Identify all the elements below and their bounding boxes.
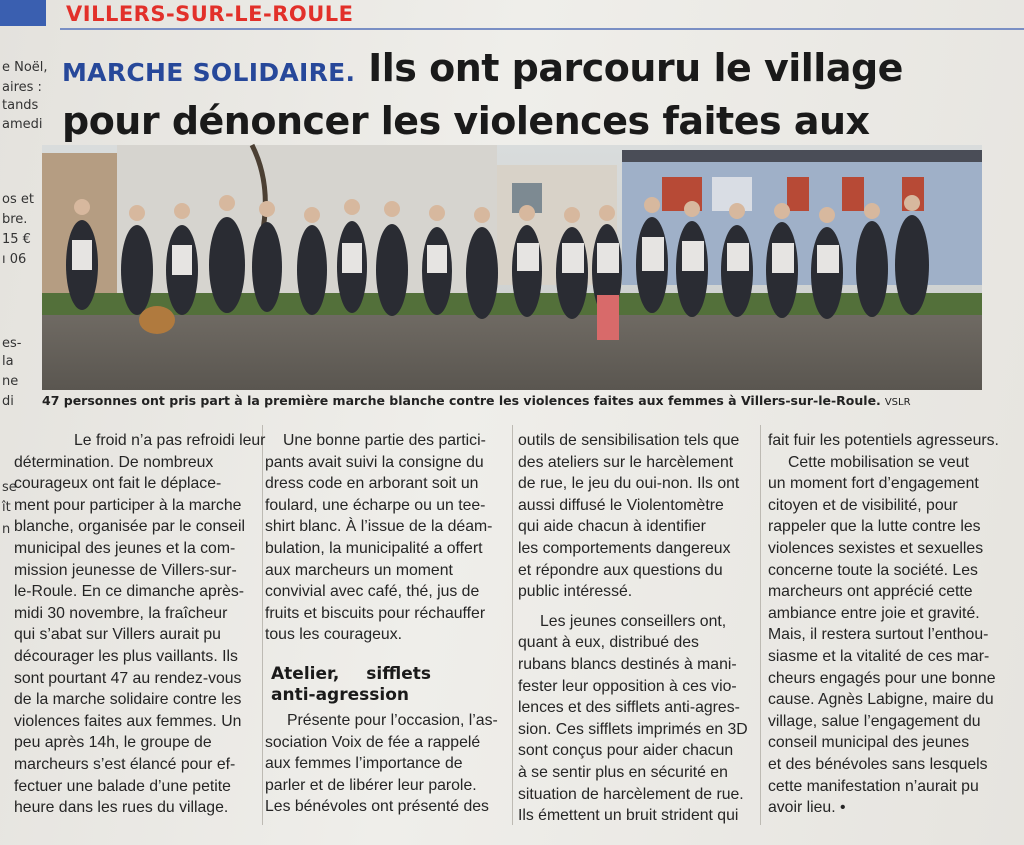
text-line: siasme et la vitalité de ces mar- [768, 647, 990, 665]
article-column-1 [14, 430, 266, 819]
article-column-4 [768, 430, 1000, 819]
text-line: qui aide chacun à identifier [518, 518, 706, 536]
column-separator [760, 425, 761, 825]
text-line: un moment fort d’engagement [768, 475, 979, 493]
text-line: cette manifestation n’aurait pu [768, 777, 979, 795]
text-line: avoir lieu. • [768, 799, 846, 817]
text-line: courageux ont fait le déplace- [14, 475, 222, 493]
section-label: VILLERS-SUR-LE-ROULE [66, 2, 354, 26]
text-line: public intéressé. [518, 583, 633, 601]
fragment: 15 € [2, 232, 31, 247]
text-line: rappeler que la lutte contre les [768, 518, 981, 536]
fragment: aires : [2, 80, 42, 95]
text-line: Le froid n’a pas refroidi leur [74, 432, 266, 449]
text-line: fruits et biscuits pour réchauffer [265, 604, 486, 622]
text-line: sion. Ces sifflets imprimés en 3D [518, 720, 748, 738]
text-line: aux femmes l’importance de [265, 755, 463, 773]
text-line: Les bénévoles ont présenté des [265, 798, 489, 816]
text-line: convivial avec café, thé, jus de [265, 583, 480, 601]
text-line: de rue, le jeu du oui-non. Ils ont [518, 475, 740, 493]
text-line: aux marcheurs un moment [265, 561, 453, 579]
text-line: outils de sensibilisation tels que [518, 432, 740, 449]
fragment: se [2, 480, 17, 495]
photo-credit: VSLR [884, 397, 911, 408]
text-line: fectuer une balade d’une petite [14, 777, 231, 795]
column-separator [262, 425, 263, 825]
text-line: Présente pour l’occasion, l’as- [287, 711, 498, 729]
text-line: rubans blancs destinés à mani- [518, 655, 737, 673]
fragment: ît [2, 500, 11, 515]
text-line: citoyen et de visibilité, pour [768, 496, 958, 514]
fragment: os et [2, 192, 34, 207]
text-line: ment pour participer à la marche [14, 496, 242, 514]
text-line: conseil municipal des jeunes [768, 734, 970, 752]
text-line: fester leur opposition à ces vio- [518, 677, 737, 695]
paragraph [14, 430, 266, 452]
text-line: foulard, une écharpe ou un tee- [265, 496, 486, 514]
fragment: ı 06 [2, 252, 27, 267]
text-line: tous les courageux. [265, 626, 402, 644]
text-line: lences et des sifflets anti-agres- [518, 699, 740, 717]
text-line: des ateliers sur le harcèlement [518, 453, 734, 471]
text-line: blanche, organisée par le conseil [14, 518, 245, 536]
fragment: es- [2, 336, 22, 351]
fragment: n [2, 522, 11, 537]
text-line: mission jeunesse de Villers-sur- [14, 561, 237, 579]
fragment: di [2, 394, 14, 409]
headline-kicker: MARCHE SOLIDAIRE. [62, 58, 356, 87]
text-line: sont pourtant 47 au rendez-vous [14, 669, 242, 687]
text-line: shirt blanc. À l’issue de la déam- [265, 518, 493, 536]
group-photo-illustration [42, 145, 982, 390]
text-line: midi 30 novembre, la fraîcheur [14, 604, 228, 622]
text-line: parler et de libérer leur parole. [265, 776, 477, 794]
text-line: dress code en arborant soit un [265, 475, 479, 493]
section-rule [60, 28, 1024, 30]
section-color-tab [0, 0, 46, 26]
text-line: marcheurs s’est élancé pour ef- [14, 755, 236, 773]
article-column-2 [265, 430, 505, 818]
text-line: pants avait suivi la consigne du [265, 453, 484, 471]
text-line: à se sentir plus en sécurité en [518, 763, 728, 781]
text-line: décourager les plus vaillants. Ils [14, 647, 238, 665]
text-line: fait fuir les potentiels agresseurs. [768, 432, 999, 449]
text-line: qui s’abat sur Villers aurait pu [14, 626, 221, 644]
text-line: Une bonne partie des partici- [283, 432, 486, 449]
text-line: municipal des jeunes et la com- [14, 539, 236, 557]
fragment: ne [2, 374, 19, 389]
text-line: cause. Agnès Labigne, maire du [768, 691, 994, 709]
photo-caption-text: 47 personnes ont pris part à la première marche blanche contre les violences faites aux femmes à Villers-sur-le-Roule. [42, 393, 881, 408]
text-line: sont conçus pour aider chacun [518, 742, 734, 760]
text-line: violences sexistes et sexuelles [768, 539, 984, 557]
fragment: la [2, 354, 14, 369]
group-photo [42, 145, 982, 390]
subheading: Atelier, sifflets anti-agression [271, 663, 431, 705]
fragment: e Noël, [2, 60, 48, 75]
photo-caption [42, 393, 987, 408]
text-line: marcheurs ont apprécié cette [768, 583, 973, 601]
article-column-3 [518, 430, 746, 827]
text-line: détermination. De nombreux [14, 453, 214, 471]
text-line: sociation Voix de fée a rappelé [265, 733, 481, 751]
text-line: concerne toute la société. Les [768, 561, 978, 579]
text-line: cheurs engagés pour une bonne [768, 669, 996, 687]
fragment: bre. [2, 212, 28, 227]
text-line: Cette mobilisation se veut [788, 453, 969, 471]
text-line: village, salue l’engagement du [768, 712, 981, 730]
text-line: et répondre aux questions du [518, 561, 723, 579]
text-line: Ils émettent un bruit strident qui [518, 807, 739, 825]
text-line: quant à eux, distribué des [518, 634, 699, 652]
headline-title: Ils ont parcouru le village pour dénoncer les violences faites aux [62, 46, 903, 143]
text-line: violences faites aux femmes. Un [14, 712, 242, 730]
text-line: heure dans les rues du village. [14, 799, 229, 817]
text-line: aussi diffusé le Violentomètre [518, 496, 724, 514]
text-line: de la marche solidaire contre les [14, 691, 242, 709]
column-separator [512, 425, 513, 825]
fragment: amedi [2, 117, 43, 132]
text-line: peu après 14h, le groupe de [14, 734, 212, 752]
fragment: tands [2, 98, 39, 113]
text-line: les comportements dangereux [518, 539, 731, 557]
text-line: Les jeunes conseillers ont, [540, 612, 727, 630]
text-line: le-Roule. En ce dimanche après- [14, 583, 245, 601]
text-line: et des bénévoles sans lesquels [768, 755, 988, 773]
text-line: situation de harcèlement de rue. [518, 785, 744, 803]
text-line: Mais, il restera surtout l’enthou- [768, 626, 989, 644]
text-line: ambiance entre joie et gravité. [768, 604, 980, 622]
text-line: bulation, la municipalité a offert [265, 539, 483, 557]
